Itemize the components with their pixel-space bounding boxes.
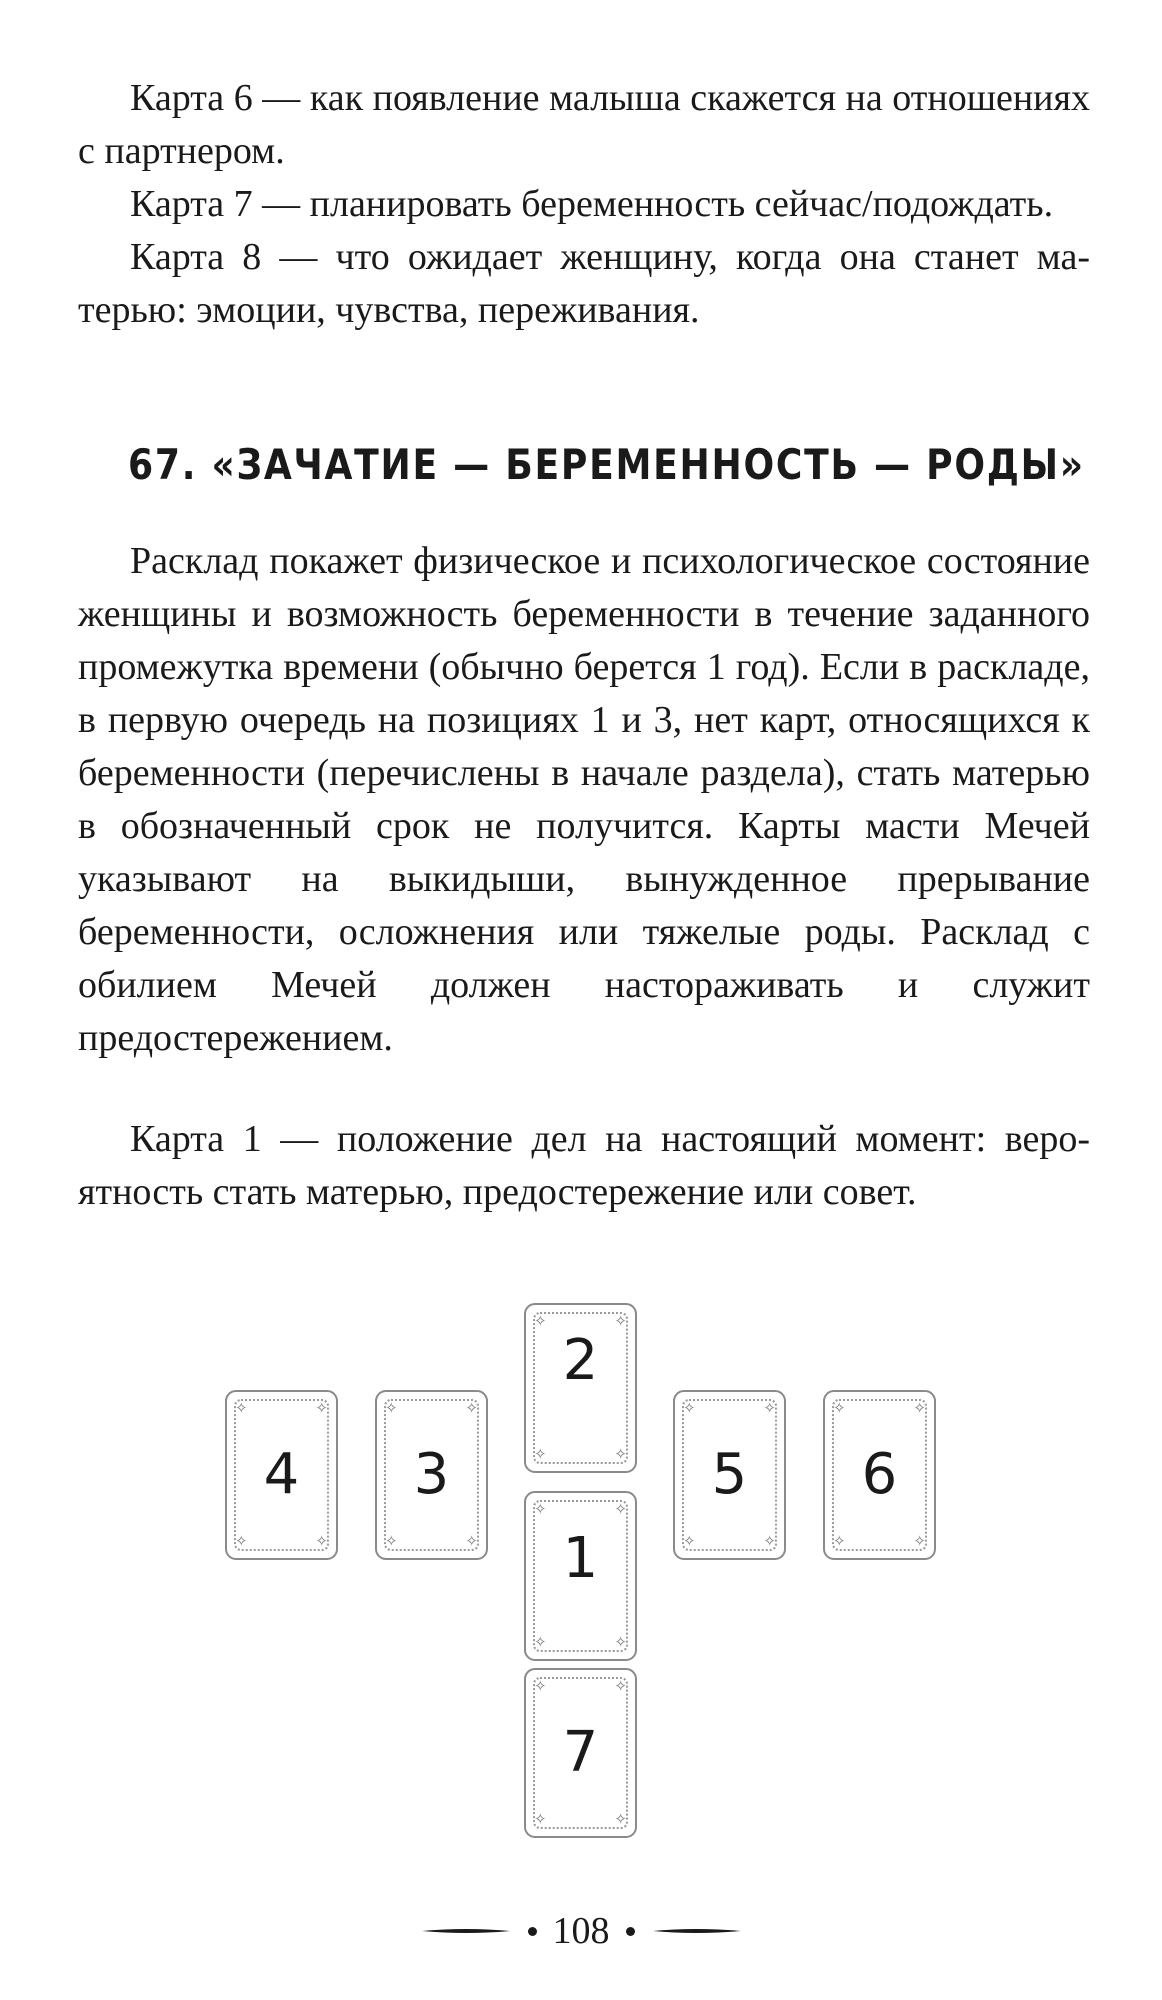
card-number: 2 (562, 1328, 599, 1394)
page-footer (0, 1908, 1162, 1958)
dot-icon (626, 1927, 635, 1936)
sparkle-icon: ✧ (385, 1399, 398, 1417)
card-number: 6 (861, 1442, 898, 1507)
sparkle-icon: ✧ (614, 1810, 627, 1828)
sparkle-icon: ✧ (683, 1399, 696, 1417)
sparkle-icon: ✧ (315, 1399, 328, 1417)
paragraph-card-7: Карта 7 — планировать беременность сейчас/подождать. (130, 183, 1054, 225)
paragraph-card-1: Карта 1 — положение дел на настоящий момент: вероятность стать матерью, предостережение или совет. (78, 1118, 1090, 1213)
page-number: 108 (552, 1910, 610, 1952)
sparkle-icon: ✧ (833, 1532, 846, 1550)
section-heading: 67. «ЗАЧАТИЕ — БЕРЕМЕННОСТЬ — РОДЫ» (128, 440, 1085, 489)
card-position-3 (375, 1390, 488, 1560)
sparkle-icon: ✧ (534, 1810, 547, 1828)
sparkle-icon: ✧ (913, 1399, 926, 1417)
card-number: 7 (562, 1720, 599, 1785)
card-number: 1 (562, 1526, 599, 1592)
card-position-5 (673, 1390, 786, 1560)
paragraph-card-8: Карта 8 — что ожидает женщину, когда она станет матерью: эмоции, чувства, переживания. (78, 236, 1090, 331)
sparkle-icon: ✧ (235, 1532, 248, 1550)
sparkle-icon: ✧ (614, 1633, 627, 1651)
card-position-6 (823, 1390, 936, 1560)
sparkle-icon: ✧ (534, 1633, 547, 1651)
paragraph-card-6: Карта 6 — как появление малыша скажется на отношениях с партнером. (78, 77, 1090, 172)
sparkle-icon: ✧ (385, 1532, 398, 1550)
flourish-right-icon (651, 1924, 741, 1938)
sparkle-icon: ✧ (465, 1532, 478, 1550)
flourish-left-icon (422, 1924, 512, 1938)
sparkle-icon: ✧ (534, 1445, 547, 1463)
sparkle-icon: ✧ (913, 1532, 926, 1550)
sparkle-icon: ✧ (315, 1532, 328, 1550)
sparkle-icon: ✧ (534, 1500, 547, 1518)
sparkle-icon: ✧ (763, 1399, 776, 1417)
card-number: 5 (711, 1442, 748, 1507)
sparkle-icon: ✧ (614, 1312, 627, 1330)
card-number: 4 (263, 1442, 300, 1507)
sparkle-icon: ✧ (235, 1399, 248, 1417)
sparkle-icon: ✧ (614, 1500, 627, 1518)
sparkle-icon: ✧ (465, 1399, 478, 1417)
sparkle-icon: ✧ (614, 1445, 627, 1463)
sparkle-icon: ✧ (534, 1677, 547, 1695)
card-position-1 (524, 1491, 637, 1661)
card-position-4 (225, 1390, 338, 1560)
sparkle-icon: ✧ (683, 1532, 696, 1550)
sparkle-icon: ✧ (534, 1312, 547, 1330)
sparkle-icon: ✧ (763, 1532, 776, 1550)
card-position-7 (524, 1668, 637, 1838)
tarot-spread-diagram (0, 1295, 1162, 1865)
sparkle-icon: ✧ (833, 1399, 846, 1417)
section-description: Расклад покажет физическое и психологическое состояние женщины и возможность беременности в течение заданного промежутка времени (обычно берется 1 год). Если в раскладе, в первую очередь на позициях 1 и 3, нет карт, относящихся к беременности (перечислены в начале раздела), стать матерью в обозначенный срок не получится. Карты масти Мечей указывают на выкидыши, вынужденное прерывание беременности, осложнения или тяжелые роды. Расклад с обилием Мечей должен настораживать и служит предостережением. (78, 540, 1090, 1059)
card-position-2 (524, 1303, 637, 1473)
dot-icon (528, 1927, 537, 1936)
sparkle-icon: ✧ (614, 1677, 627, 1695)
card-number: 3 (413, 1442, 450, 1507)
